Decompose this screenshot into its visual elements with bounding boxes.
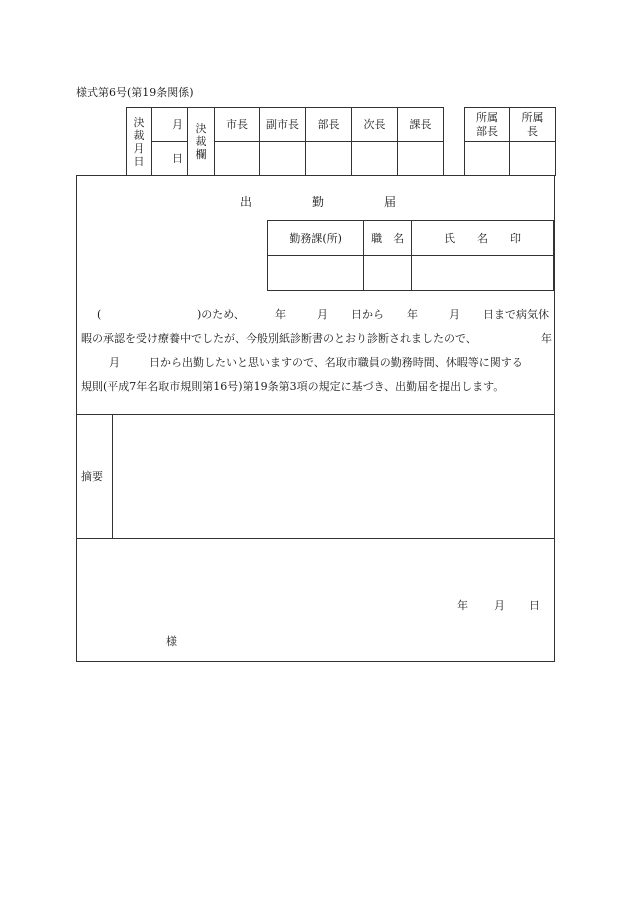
form-number-label: 様式第6号(第19条関係): [76, 86, 194, 99]
body-line: 規則(平成7年名取市規則第16号)第19条第3項の規定に基づき、出勤届を提出します。: [81, 380, 505, 393]
stamp-box-deputy-director[interactable]: [352, 142, 398, 176]
decision-date-label: 決 裁 月 日: [127, 108, 152, 176]
body-line: ( )のため、 年 月 日から 年 月 日まで病気休: [97, 308, 549, 321]
summary-label: 摘要: [81, 470, 103, 483]
body-line: 暇の承認を受け療養中でしたが、今般別紙診断書のとおり診断されましたので、 年: [81, 332, 552, 345]
position-deputy-director: 次長: [352, 108, 398, 142]
attendance-form-frame: 出 勤 届 勤務課(所) 職 名 氏 名 印 ( )のため、 年 月 日から 年 月 日まで病気休 暇の承認を受け療養中でしたが、今般別紙診断書のとおり診断されましたので、 年 月 日から出勤したいと思いますので、名取市職員の勤務時間、休暇等に関する 規則(平成7年名取市規則第16号)第19条第3項の規定に基づき、出勤届を提出します。 摘要 年 月 日 様: [76, 175, 555, 662]
title-char: 届: [384, 195, 397, 209]
staff-info-table: [267, 220, 554, 291]
position-affiliation-head: 所属 長: [510, 108, 556, 142]
approval-table: [126, 107, 444, 176]
title-char: 出: [240, 195, 253, 209]
position-section-chief: 課長: [398, 108, 444, 142]
name-seal-header: 氏 名 印: [412, 221, 554, 256]
name-seal-field[interactable]: [412, 256, 554, 291]
stamp-box-affiliation-director[interactable]: [465, 142, 510, 176]
stamp-box-director[interactable]: [306, 142, 352, 176]
job-title-header: 職 名: [364, 221, 412, 256]
addressee-suffix: 様: [166, 635, 177, 648]
stamp-box-mayor[interactable]: [215, 142, 260, 176]
department-field[interactable]: [268, 256, 364, 291]
stamp-box-deputy-mayor[interactable]: [260, 142, 306, 176]
title-char: 勤: [312, 195, 325, 209]
stamp-box-section-chief[interactable]: [398, 142, 444, 176]
decision-month: 月: [152, 108, 188, 142]
section-divider: [77, 538, 554, 539]
stamp-box-affiliation-head[interactable]: [510, 142, 556, 176]
position-deputy-mayor: 副市長: [260, 108, 306, 142]
body-line: 月 日から出勤したいと思いますので、名取市職員の勤務時間、休暇等に関する: [109, 356, 523, 369]
job-title-field[interactable]: [364, 256, 412, 291]
affiliation-approval-table: [464, 107, 556, 176]
application-body: [81, 303, 553, 399]
decision-column-label: 決 裁 欄: [188, 108, 215, 176]
department-header: 勤務課(所): [268, 221, 364, 256]
summary-field[interactable]: [113, 415, 555, 538]
decision-day: 日: [152, 142, 188, 176]
position-mayor: 市長: [215, 108, 260, 142]
position-affiliation-director: 所属 部長: [465, 108, 510, 142]
position-director: 部長: [306, 108, 352, 142]
